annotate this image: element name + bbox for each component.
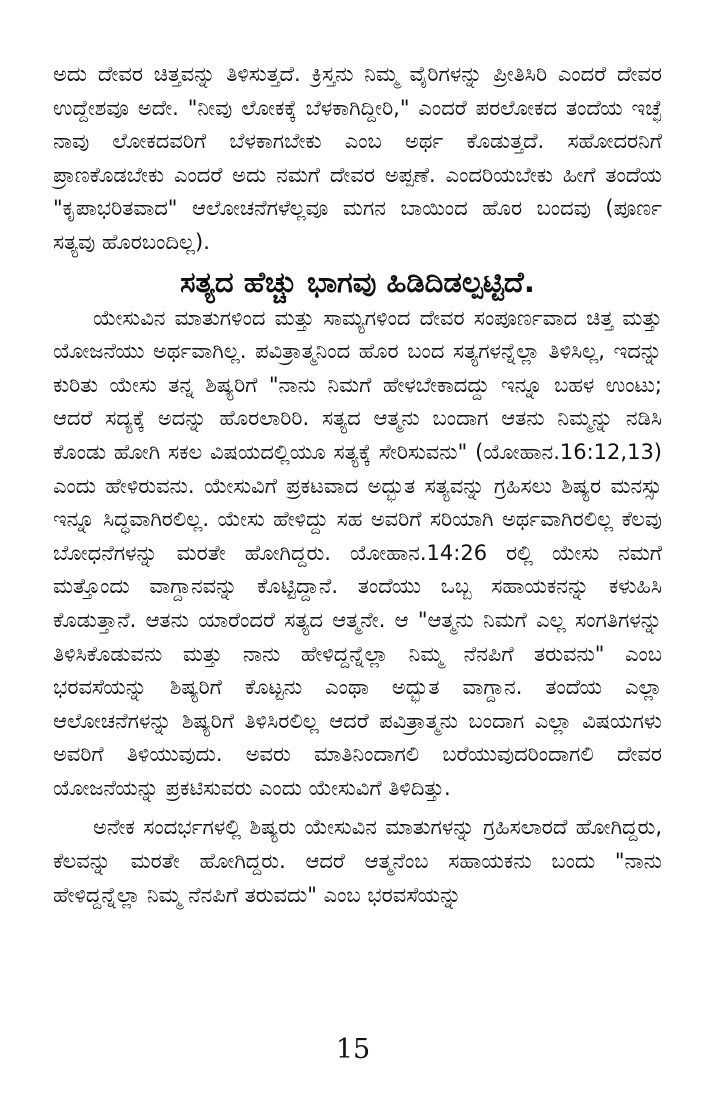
paragraph-opening: ಅದು ದೇವರ ಚಿತ್ತವನ್ನು ತಿಳಿಸುತ್ತದೆ. ಕ್ರಿಸ್ತನು ನಿಮ್ಮ ವೈರಿಗಳನ್ನು ಪ್ರೀತಿಸಿರಿ ಎಂದರೆ ದೇವರ ಉದ್ದೇಶವೂ ಅದೇ. "ನೀವು ಲೋಕಕ್ಕೆ ಬೆಳಕಾಗಿದ್ದೀರಿ," ಎಂದರೆ ಪರಲೋಕದ ತಂದೆಯ ಇಚ್ಛೆ ನಾವು ಲೋಕದವರಿಗೆ ಬೆಳಕಾಗಬೇಕು ಎಂಬ ಅರ್ಥ ಕೊಡುತ್ತದೆ. ಸಹೋದರನಿಗೆ ಪ್ರಾಣಕೊಡಬೇಕು ಎಂದರೆ ಅದು ನಮಗೆ ದೇವರ ಅಪ್ಪಣೆ. ಎಂದರಿಯಬೇಕು ಹೀಗೆ ತಂದೆಯ "ಕೃಪಾಭರಿತವಾದ" ಆಲೋಚನೆಗಳೆಲ್ಲವೂ ಮಗನ ಬಾಯಿಂದ ಹೊರ ಬಂದವು (ಪೂರ್ಣ ಸತ್ಯವು ಹೊರಬಂದಿಲ್ಲ). (53, 62, 662, 254)
section-heading: ಸತ್ಯದ ಹೆಚ್ಚು ಭಾಗವು ಹಿಡಿದಿಡಲ್ಪಟ್ಟಿದೆ. (180, 264, 535, 299)
page-number: 15 (335, 1034, 371, 1065)
paragraph-body: ಯೇಸುವಿನ ಮಾತುಗಳಿಂದ ಮತ್ತು ಸಾಮ್ಯಗಳಿಂದ ದೇವರ ಸಂಪೂರ್ಣವಾದ ಚಿತ್ತ ಮತ್ತು ಯೋಜನೆಯು ಅರ್ಥವಾಗಿಲ್ಲ. ಪವಿತ್ರಾತ್ಮನಿಂದ ಹೊರ ಬಂದ ಸತ್ಯಗಳನ್ನೆಲ್ಲಾ ತಿಳಿಸಿಲ್ಲ, ಇದನ್ನು ಕುರಿತು ಯೇಸು ತನ್ನ ಶಿಷ್ಯರಿಗೆ "ನಾನು ನಿಮಗೆ ಹೇಳಬೇಕಾದದ್ದು ಇನ್ನೂ ಬಹಳ ಉಂಟು; ಆದರೆ ಸದ್ಯಕ್ಕೆ ಅದನ್ನು ಹೊರಲಾರಿರಿ. ಸತ್ಯದ ಆತ್ಮನು ಬಂದಾಗ ಆತನು ನಿಮ್ಮನ್ನು ನಡಿಸಿ ಕೊಂಡು ಹೋಗಿ ಸಕಲ ವಿಷಯದಲ್ಲಿಯೂ ಸತ್ಯಕ್ಕೆ ಸೇರಿಸುವನು" (ಯೋಹಾನ.16:12,13) ಎಂದು ಹೇಳಿರುವನು. ಯೇಸುವಿಗೆ ಪ್ರಕಟವಾದ ಅದ್ಭುತ ಸತ್ಯವನ್ನು ಗ್ರಹಿಸಲು ಶಿಷ್ಯರ ಮನಸ್ಸು ಇನ್ನೂ ಸಿದ್ಧವಾಗಿರಲಿಲ್ಲ. ಯೇಸು ಹೇಳಿದ್ದು ಸಹ ಅವರಿಗೆ ಸರಿಯಾಗಿ ಅರ್ಥವಾಗಿರಲಿಲ್ಲ ಕೆಲವು ಬೋಧನೆಗಳನ್ನು ಮರತೇ ಹೋಗಿದ್ದರು. ಯೋಹಾನ.14:26 ರಲ್ಲಿ ಯೇಸು ನಮಗೆ ಮತ್ತೊಂದು ವಾಗ್ದಾನವನ್ನು ಕೊಟ್ಟಿದ್ದಾನೆ. ತಂದೆಯು ಒಬ್ಬ ಸಹಾಯಕನನ್ನು ಕಳುಹಿಸಿ ಕೊಡುತ್ತಾನೆ. ಆತನು ಯಾರೆಂದರೆ ಸತ್ಯದ ಆತ್ಮನೇ. ಆ "ಆತ್ಮನು ನಿಮಗೆ ಎಲ್ಲ ಸಂಗತಿಗಳನ್ನು ತಿಳಿಸಿಕೊಡುವನು ಮತ್ತು ನಾನು ಹೇಳಿದ್ದನ್ನೆಲ್ಲಾ ನಿಮ್ಮ ನೆನಪಿಗೆ ತರುವನು" ಎಂಬ ಭರವಸೆಯನ್ನು ಶಿಷ್ಯರಿಗೆ ಕೊಟ್ಟನು ಎಂಥಾ ಅದ್ಭುತ ವಾಗ್ದಾನ. ತಂದೆಯ ಎಲ್ಲಾ ಆಲೋಚನೆಗಳನ್ನು ಶಿಷ್ಯರಿಗೆ ತಿಳಿಸಿರಲಿಲ್ಲ ಆದರೆ ಪವಿತ್ರಾತ್ಮನು ಬಂದಾಗ ಎಲ್ಲಾ ವಿಷಯಗಳು ಅವರಿಗೆ ತಿಳಿಯುವುದು. ಅವರು ಮಾತಿನಿಂದಾಗಲಿ ಬರೆಯುವುದರಿಂದಾಗಲಿ ದೇವರ ಯೋಜನೆಯನ್ನು ಪ್ರಕಟಿಸುವರು ಎಂದು ಯೇಸುವಿಗೆ ತಿಳಿದಿತ್ತು. (53, 305, 662, 800)
paragraph-continuation: ಅನೇಕ ಸಂದರ್ಭಗಳಲ್ಲಿ ಶಿಷ್ಯರು ಯೇಸುವಿನ ಮಾತುಗಳನ್ನು ಗ್ರಹಿಸಲಾರದೆ ಹೋಗಿದ್ದರು, ಕೆಲವನ್ನು ಮರತೇ ಹೋಗಿದ್ದರು. ಆದರೆ ಆತ್ಮನೆಂಬ ಸಹಾಯಕನು ಬಂದು "ನಾನು ಹೇಳಿದ್ದನ್ನೆಲ್ಲಾ ನಿಮ್ಮ ನೆನಪಿಗೆ ತರುವದು" ಎಂಬ ಭರವಸೆಯನ್ನು (53, 815, 662, 907)
